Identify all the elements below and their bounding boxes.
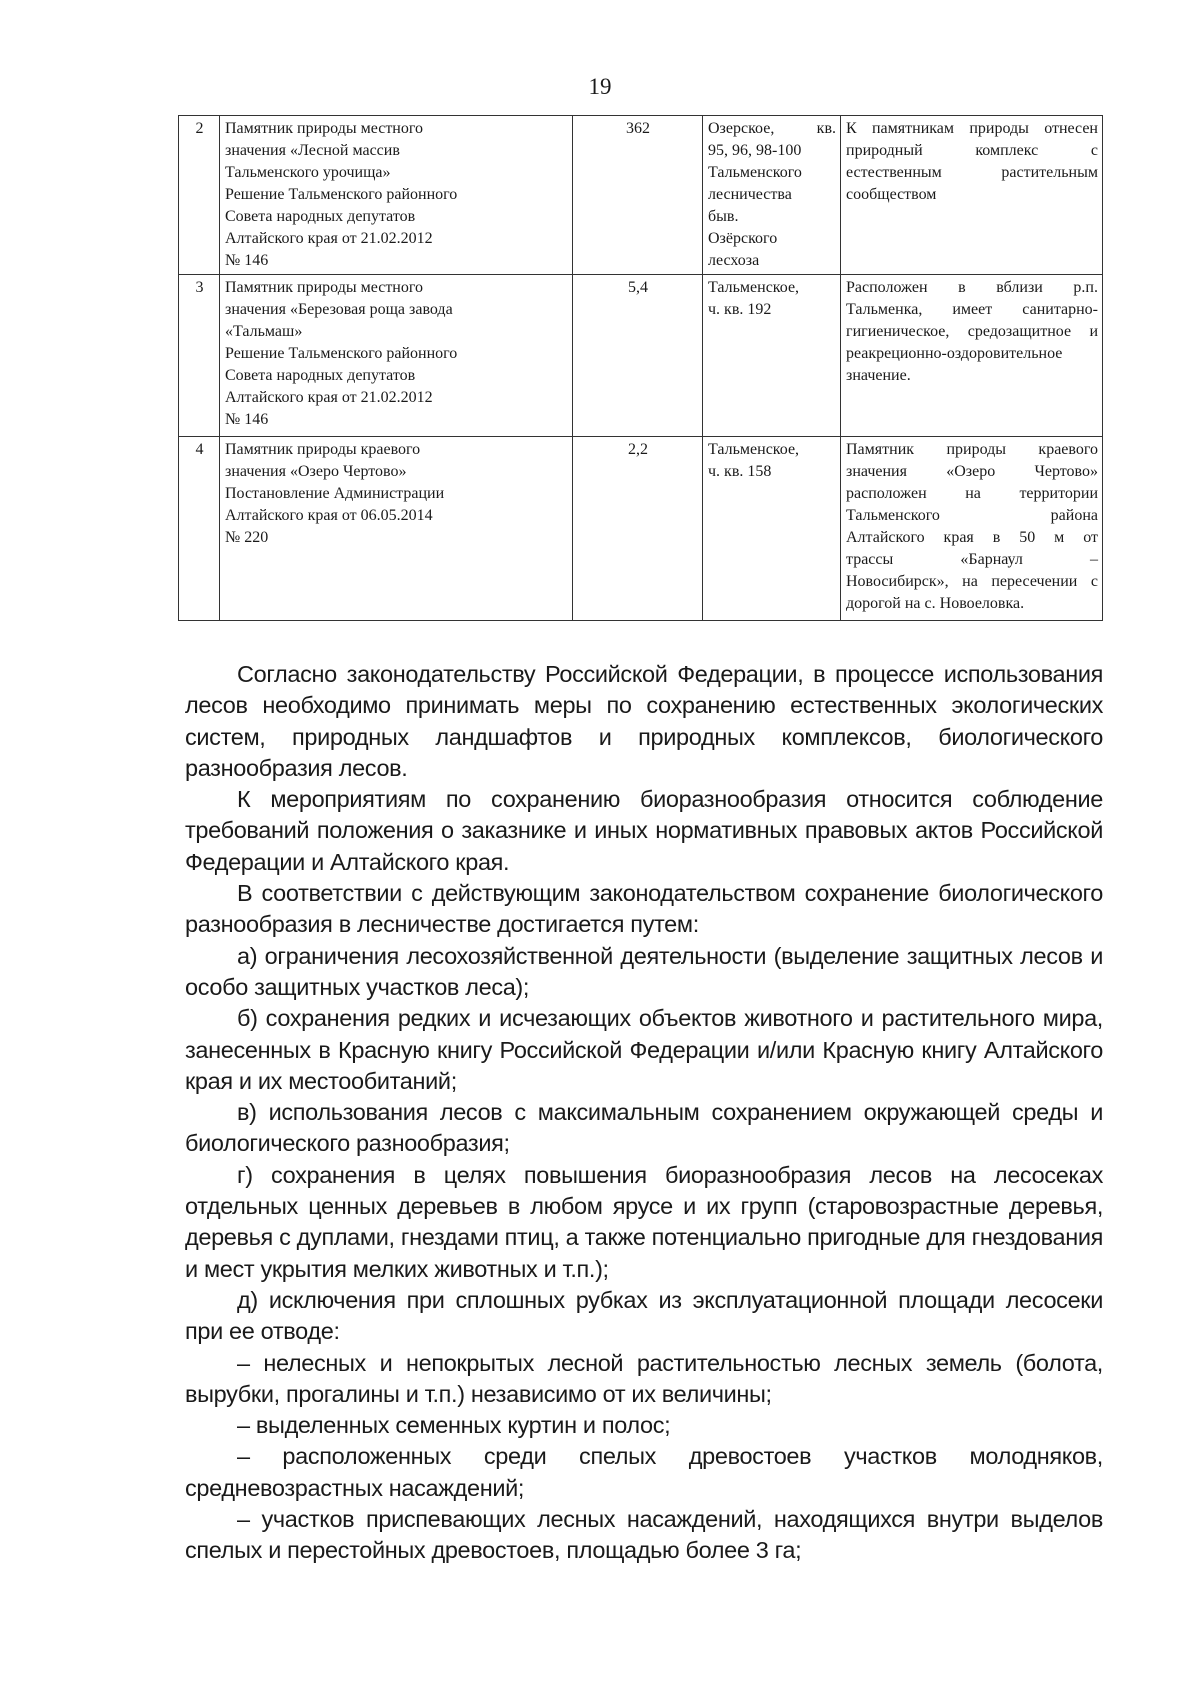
area-value: 362: [573, 116, 703, 275]
text-line: значения «Озеро Чертово»: [846, 463, 1098, 480]
text-line: Алтайского края в 50 м от: [846, 529, 1098, 546]
text-line: Тальменского урочища»: [225, 164, 391, 181]
text-line: Тальменка, имеет санитарно-: [846, 301, 1098, 318]
paragraph: г) сохранения в целях повышения биоразнообразия лесов на лесосеках отдельных ценных деревьев в любом ярусе и их групп (старовозрастные деревья, деревья с дуплами, гнездами птиц, а также потенциально пригодные для гнездования и мест укрытия мелких животных и т.п.);: [185, 1161, 1104, 1282]
text-line: значение.: [846, 367, 911, 384]
area-value: 2,2: [573, 437, 703, 621]
text-line: Тальменское,: [708, 441, 800, 458]
text-line: лесничества: [708, 186, 792, 203]
text-line: Памятник природы местного: [225, 120, 424, 137]
page-number: 19: [588, 74, 612, 99]
text-line: Совета народных депутатов: [225, 208, 416, 225]
text-line: Озёрского: [708, 230, 778, 247]
text-line: лесхоза: [708, 252, 760, 269]
row-number: 4: [179, 437, 220, 621]
text-line: трассы «Барнаул –: [846, 551, 1098, 568]
text-line: Алтайского края от 21.02.2012: [225, 230, 433, 247]
text-line: сообществом: [846, 186, 937, 203]
text-line: № 146: [225, 252, 269, 269]
text-line: дорогой на с. Новоеловка.: [846, 595, 1025, 612]
text-line: Тальменское,: [708, 279, 800, 296]
text-line: значения «Лесной массив: [225, 142, 400, 159]
row-number: 2: [179, 116, 220, 275]
text-line: Алтайского края от 06.05.2014: [225, 507, 433, 524]
location: [703, 275, 841, 437]
note: [841, 275, 1103, 437]
paragraph: К мероприятиям по сохранению биоразнообразия относится соблюдение требований положения о заказнике и иных нормативных правовых актов Российской Федерации и Алтайского края.: [185, 786, 1103, 875]
text-line: ч. кв. 192: [708, 301, 772, 318]
table-row: [179, 275, 1103, 437]
text-line: Памятник природы местного: [225, 279, 424, 296]
text-line: природный комплекс с: [846, 142, 1098, 159]
paragraph: а) ограничения лесохозяйственной деятельности (выделение защитных лесов и особо защитных участков леса);: [185, 942, 1103, 1000]
text-line: Решение Тальменского районного: [225, 345, 458, 362]
text-line: № 220: [225, 529, 269, 546]
text-line: естественным растительным: [846, 164, 1098, 181]
text-line: Постановление Администрации: [225, 485, 445, 502]
text-line: Памятник природы краевого: [846, 441, 1098, 458]
paragraph: – нелесных и непокрытых лесной растительностью лесных земель (болота, вырубки, прогалины и т.п.) независимо от их величины;: [185, 1349, 1103, 1407]
paragraph: Согласно законодательству Российской Федерации, в процессе использования лесов необходимо принимать меры по сохранению естественных экологических систем, природных ландшафтов и природных комплексов, биологического разнообразия лесов.: [185, 661, 1103, 781]
text-line: ч. кв. 158: [708, 463, 772, 480]
natural-monuments-table: [178, 115, 1103, 621]
note: [841, 116, 1103, 275]
paragraph: – расположенных среди спелых древостоев участков молодняков, средневозрастных насаждений;: [185, 1443, 1103, 1501]
text-line: Памятник природы краевого: [225, 441, 421, 458]
text-line: Совета народных депутатов: [225, 367, 416, 384]
text-line: Тальменского района: [846, 507, 1098, 524]
text-line: быв.: [708, 208, 739, 225]
text-line: Расположен в вблизи р.п.: [846, 279, 1098, 296]
text-line: реакреционно-оздоровительное: [846, 345, 1063, 362]
monument-name: [220, 116, 573, 275]
text-line: Алтайского края от 21.02.2012: [225, 389, 433, 406]
text-line: Тальменского: [708, 164, 802, 181]
paragraph: – участков приспевающих лесных насаждений, находящихся внутри выделов спелых и перестойных древостоев, площадью более 3 га;: [185, 1506, 1103, 1564]
text-line: значения «Озеро Чертово»: [225, 463, 407, 480]
text-line: 95, 96, 98-100: [708, 142, 802, 159]
text-line: гигиеническое, средозащитное и: [846, 323, 1098, 340]
text-line: значения «Березовая роща завода: [225, 301, 453, 318]
monument-name: [220, 275, 573, 437]
row-number: 3: [179, 275, 220, 437]
monument-name: [220, 437, 573, 621]
text-line: К памятникам природы отнесен: [846, 120, 1098, 137]
text-line: Новосибирск», на пересечении с: [846, 573, 1098, 590]
paragraph: в) использования лесов с максимальным сохранением окружающей среды и биологического разнообразия;: [185, 1099, 1103, 1157]
area-value: 5,4: [573, 275, 703, 437]
text-line: Решение Тальменского районного: [225, 186, 458, 203]
text-line: Озерское, кв.: [708, 120, 836, 137]
text-line: «Тальмаш»: [225, 323, 303, 340]
paragraph: б) сохранения редких и исчезающих объектов животного и растительного мира, занесенных в Красную книгу Российской Федерации и/или Красную книгу Алтайского края и их местообитаний;: [185, 1005, 1103, 1094]
table-row: [179, 437, 1103, 621]
text-line: расположен на территории: [846, 485, 1098, 502]
text-line: № 146: [225, 411, 269, 428]
body-text: [185, 659, 1103, 1567]
paragraph: В соответствии с действующим законодательством сохранение биологического разнообразия в лесничестве достигается путем:: [185, 880, 1103, 938]
location: [703, 437, 841, 621]
paragraph: – выделенных семенных куртин и полос;: [237, 1412, 671, 1439]
paragraph: д) исключения при сплошных рубках из эксплуатационной площади лесосеки при ее отводе:: [185, 1286, 1103, 1345]
location: [703, 116, 841, 275]
table-row: [179, 116, 1103, 275]
note: [841, 437, 1103, 621]
